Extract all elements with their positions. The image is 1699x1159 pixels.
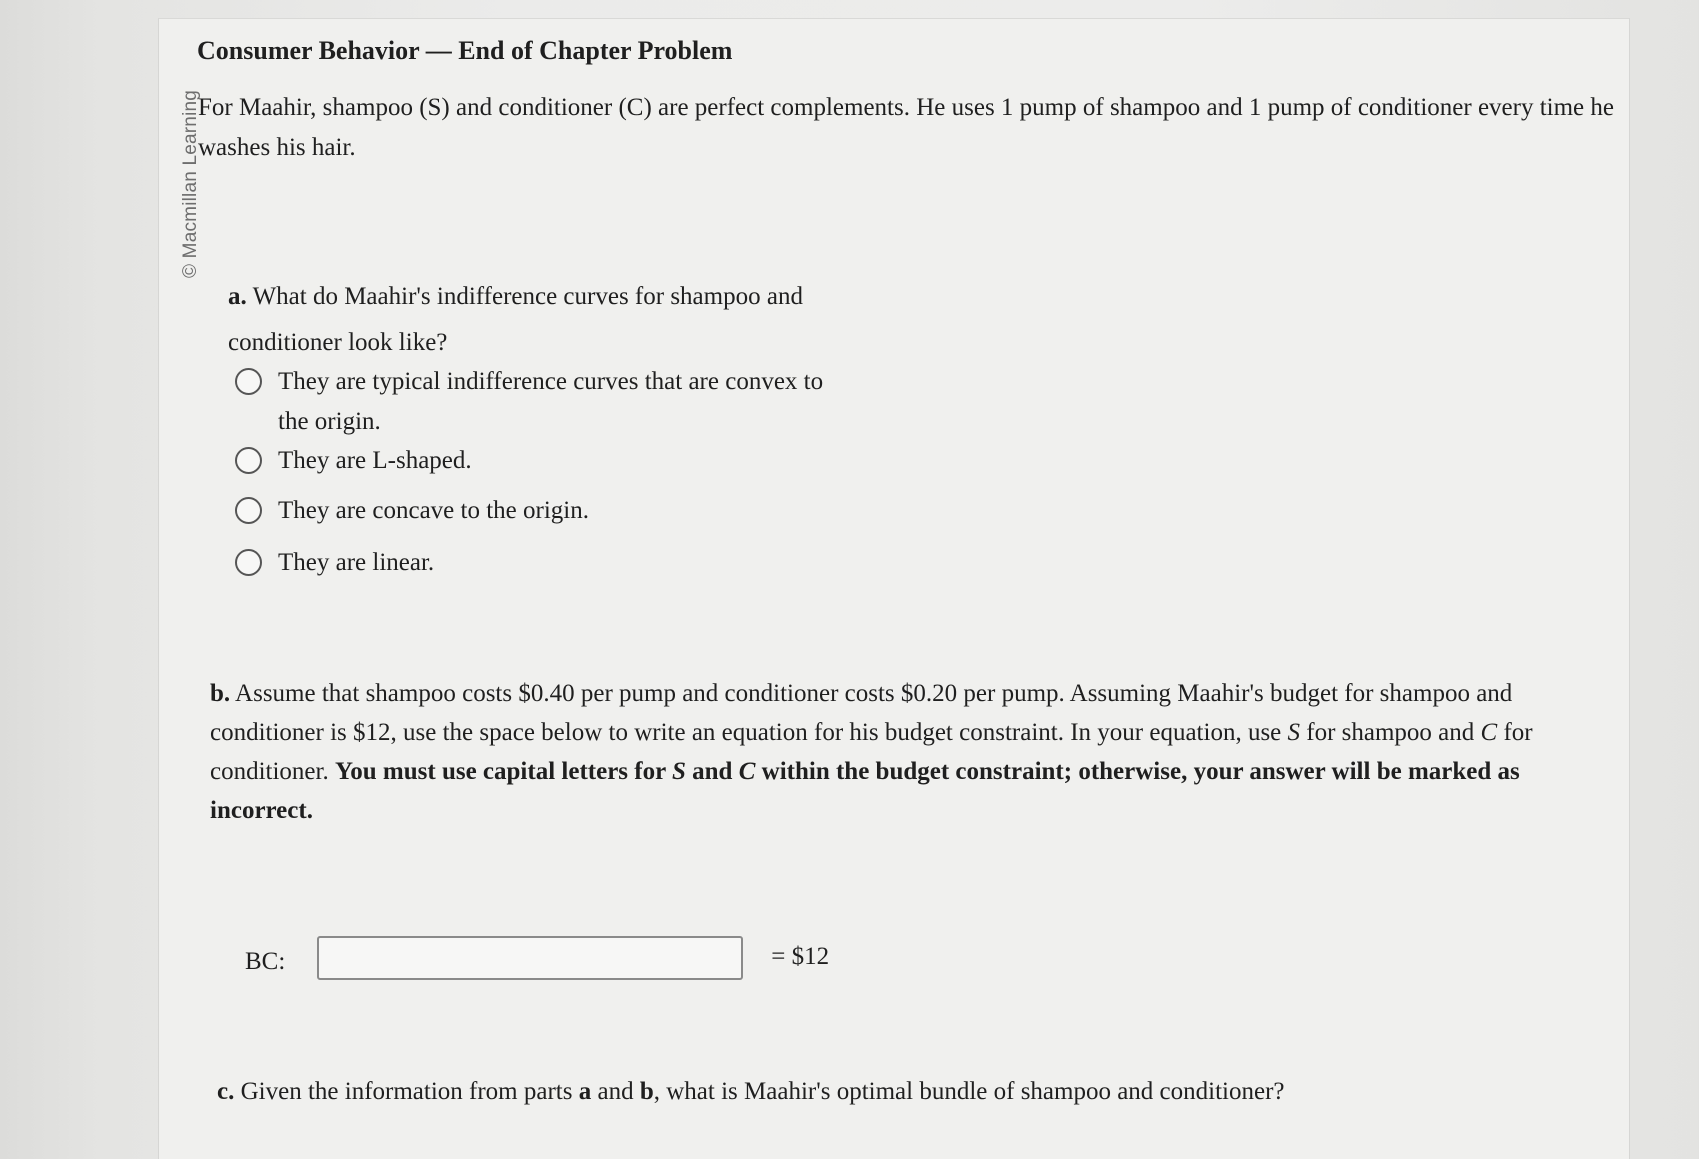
option-label: They are concave to the origin. <box>278 497 589 524</box>
question-c-sentence: and <box>597 1078 634 1105</box>
question-b-sentence: Assume that shampoo costs $0.40 per pump and conditioner costs $0.20 per pump. Assuming Maahir's budget for shampoo and conditioner is $12, use the space below to write an equation for his budget constraint. In your equation, use <box>210 680 1513 746</box>
copyright-watermark: © Macmillan Learning <box>180 89 201 278</box>
radio-button-icon[interactable] <box>235 447 262 474</box>
option-label: They are L-shaped. <box>278 447 472 474</box>
page-title: Consumer Behavior — End of Chapter Problem <box>197 36 733 65</box>
budget-constraint-row <box>245 944 829 980</box>
problem-panel <box>158 18 1630 1159</box>
variable-c: C <box>1480 719 1498 746</box>
question-c-sentence: Given the information from parts <box>240 1078 573 1105</box>
option-convex[interactable] <box>235 362 838 442</box>
question-c-sentence: , what is Maahir's optimal bundle of shampoo and conditioner? <box>653 1078 1285 1105</box>
question-b-sentence: for conditioner. <box>210 719 1533 785</box>
question-b-warning: You must use capital letters for S and C within the budget constraint; otherwise, your answer will be marked as incorrect. <box>210 758 1520 824</box>
problem-intro: For Maahir, shampoo (S) and conditioner (C) are perfect complements. He uses 1 pump of shampoo and 1 pump of conditioner every time he washes his hair. <box>198 94 1614 161</box>
variable-s: S <box>1287 719 1301 746</box>
option-linear[interactable] <box>235 543 878 583</box>
question-b-sentence: for shampoo and <box>1306 719 1475 746</box>
bc-equals-value: = $12 <box>771 943 830 970</box>
question-a-text: What do Maahir's indifference curves for shampoo and conditioner look like? <box>228 283 803 356</box>
budget-constraint-input[interactable] <box>317 936 743 980</box>
question-b-text <box>210 674 1590 830</box>
question-a-prompt <box>228 274 868 366</box>
option-concave[interactable] <box>235 491 878 531</box>
question-c-text <box>217 1072 1617 1112</box>
ref-part-a: a <box>578 1078 592 1105</box>
option-label: They are linear. <box>278 549 435 576</box>
question-a-label: a. <box>228 283 247 310</box>
radio-button-icon[interactable] <box>235 368 262 395</box>
radio-button-icon[interactable] <box>235 497 262 524</box>
bc-label: BC: <box>245 948 286 975</box>
ref-part-b: b <box>639 1078 654 1105</box>
radio-button-icon[interactable] <box>235 549 262 576</box>
option-l-shaped[interactable] <box>235 441 878 481</box>
option-label: They are typical indifference curves that are convex to the origin. <box>278 368 824 435</box>
question-c-label: c. <box>217 1078 235 1105</box>
question-b-label: b. <box>210 680 231 707</box>
